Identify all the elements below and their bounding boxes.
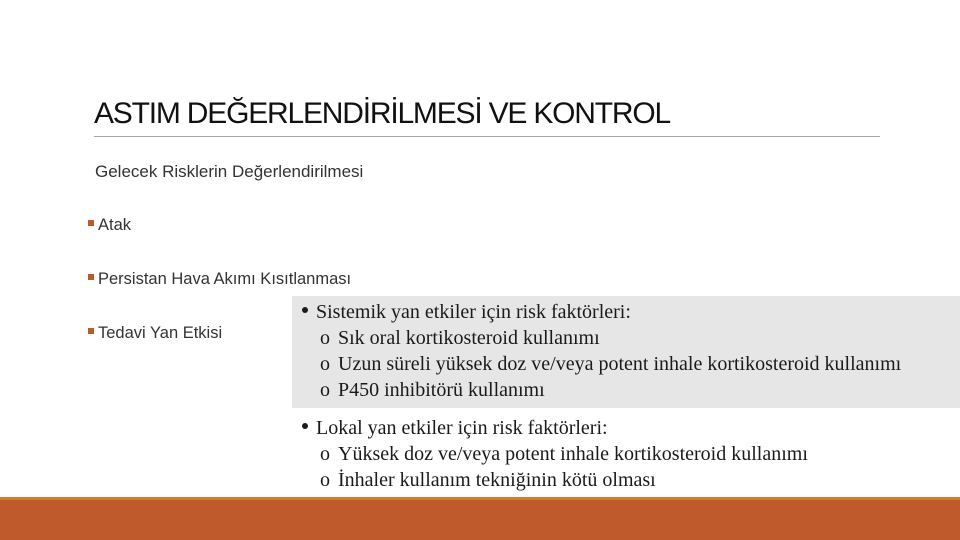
bullet-item-tedavi	[88, 324, 222, 343]
square-bullet-icon	[88, 328, 94, 334]
risk-item-text: P450 inhibitörü kullanımı	[338, 379, 545, 401]
circle-bullet-marker: o	[320, 353, 330, 375]
systemic-risk-item	[320, 352, 901, 376]
systemic-heading-text: Sistemik yan etkiler için risk faktörleri:	[316, 301, 631, 323]
footer-accent-bar	[0, 497, 960, 540]
bullet-label: Persistan Hava Akımı Kısıtlanması	[98, 270, 352, 288]
bullet-label: Atak	[98, 216, 132, 234]
local-risk-item	[320, 468, 656, 492]
systemic-risk-item	[320, 378, 545, 402]
square-bullet-icon	[88, 274, 94, 280]
title-divider	[94, 136, 880, 137]
bullet-label: Tedavi Yan Etkisi	[98, 324, 223, 342]
risk-item-text: İnhaler kullanım tekniğinin kötü olması	[338, 469, 656, 491]
local-heading-text: Lokal yan etkiler için risk faktörleri:	[316, 417, 608, 439]
circle-bullet-marker: o	[320, 443, 330, 465]
bullet-dot-icon	[302, 307, 308, 313]
systemic-risk-panel	[292, 296, 960, 408]
slide-title: ASTIM DEĞERLENDİRİLMESİ VE KONTROL	[94, 97, 670, 130]
bullet-dot-icon	[302, 423, 308, 429]
local-risk-item	[320, 442, 808, 466]
local-risk-heading	[302, 416, 608, 440]
risk-item-text: Yüksek doz ve/veya potent inhale kortikosteroid kullanımı	[338, 443, 808, 465]
circle-bullet-marker: o	[320, 327, 330, 349]
risk-item-text: Uzun süreli yüksek doz ve/veya potent inhale kortikosteroid kullanımı	[338, 353, 902, 375]
square-bullet-icon	[88, 220, 94, 226]
bullet-item-persistan	[88, 270, 351, 289]
risk-item-text: Sık oral kortikosteroid kullanımı	[338, 327, 600, 349]
local-risk-panel	[292, 412, 960, 496]
circle-bullet-marker: o	[320, 469, 330, 491]
slide-subtitle: Gelecek Risklerin Değerlendirilmesi	[95, 162, 364, 181]
risk-factors-image	[292, 296, 960, 496]
bullet-item-atak	[88, 216, 131, 235]
circle-bullet-marker: o	[320, 379, 330, 401]
systemic-risk-item	[320, 326, 600, 350]
footer-accent-line	[0, 497, 960, 500]
systemic-risk-heading	[302, 300, 631, 324]
